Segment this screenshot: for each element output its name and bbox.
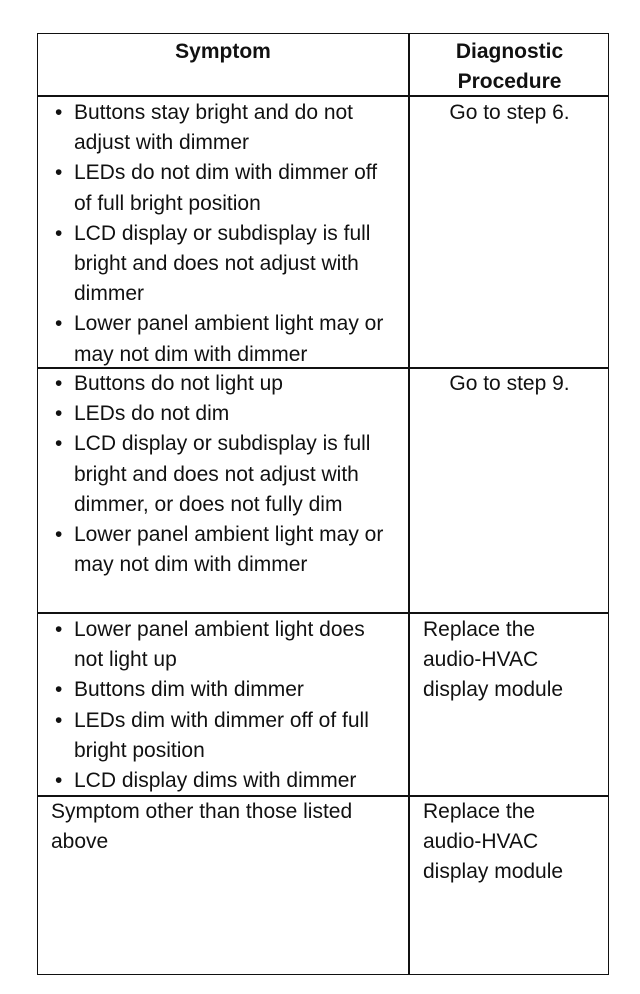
symptom-text: Symptom other than those listed above	[51, 800, 353, 854]
procedure-text: Go to step 6.	[449, 101, 570, 124]
procedure-text: Replace the audio-HVAC display module	[423, 618, 564, 702]
list-item: • Lower panel ambient light may or may not dim with dimmer	[53, 520, 398, 580]
list-item: • LEDs dim with dimmer off of full bright position	[53, 706, 398, 766]
header-symptom	[37, 37, 409, 67]
header-procedure-line1: Diagnostic	[455, 40, 564, 63]
header-procedure	[410, 37, 609, 97]
procedure-text: Replace the audio-HVAC display module	[423, 800, 564, 884]
column-divider	[408, 33, 410, 975]
procedure-text: Go to step 9.	[449, 372, 570, 395]
row-4-procedure	[423, 797, 593, 888]
list-item: • Buttons dim with dimmer	[53, 675, 398, 705]
list-item: • LCD display or subdisplay is full bright and does not adjust with dimmer, or does not fully dim	[53, 429, 398, 520]
row-2-symptoms	[53, 369, 398, 580]
list-item: • LCD display or subdisplay is full bright and does not adjust with dimmer	[53, 219, 398, 310]
row-1-procedure	[410, 98, 609, 128]
row-2-procedure	[410, 369, 609, 399]
row-3-symptoms	[53, 615, 398, 796]
list-item: • LCD display dims with dimmer	[53, 766, 398, 796]
header-symptom-label: Symptom	[175, 40, 271, 63]
list-item: • Buttons do not light up	[53, 369, 398, 399]
header-procedure-line2: Procedure	[457, 70, 562, 93]
list-item: • LEDs do not dim	[53, 399, 398, 429]
row-1-symptoms	[53, 98, 398, 370]
list-item: • LEDs do not dim with dimmer off of full bright position	[53, 158, 398, 218]
list-item: • Lower panel ambient light may or may not dim with dimmer	[53, 309, 398, 369]
row-3-procedure	[423, 615, 593, 706]
list-item: • Buttons stay bright and do not adjust with dimmer	[53, 98, 398, 158]
list-item: • Lower panel ambient light does not light up	[53, 615, 398, 675]
row-4-symptom	[51, 797, 401, 857]
row-divider	[37, 612, 609, 614]
